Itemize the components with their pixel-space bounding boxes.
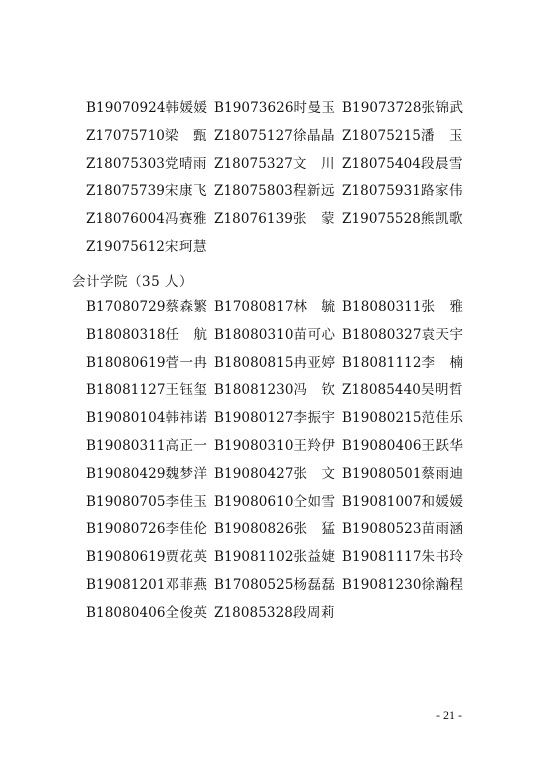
student-id: B19080104 [86,410,166,427]
student-id: B19080610 [214,493,294,510]
student-row [86,294,476,322]
student-entry [342,350,470,378]
student-id: B19080215 [342,410,422,427]
student-entry [214,377,342,405]
student-name: 路家伟 [421,183,463,200]
student-name: 冯 钦 [293,382,336,399]
student-row [86,405,476,433]
student-entry [214,489,342,517]
student-row [86,600,476,628]
student-entry [86,151,214,179]
student-row [86,377,476,405]
student-id: Z18075404 [342,155,421,172]
student-entry [86,322,214,350]
student-name: 张 猛 [293,521,336,538]
student-row [86,350,476,378]
student-entry [86,234,214,262]
student-entry [342,377,470,405]
student-name: 张锦武 [421,100,464,116]
student-id: B19073626 [214,100,294,116]
student-id: B19081102 [214,549,294,566]
student-entry [86,405,214,433]
student-id: B18081127 [86,382,166,399]
student-name: 潘 玉 [421,127,463,144]
student-entry [342,433,470,461]
student-name: 张 雅 [421,299,464,315]
student-row [86,95,476,123]
student-id: Z18075803 [214,183,293,200]
student-entry [342,489,470,517]
student-id: B18080406 [86,604,166,621]
student-id: Z18075127 [214,127,293,144]
student-entry [342,151,470,179]
student-row [86,206,476,234]
page-number: - 21 - [436,708,462,722]
student-name: 文 川 [293,155,335,172]
student-name: 张 文 [293,465,336,482]
student-name: 宋康飞 [165,183,207,200]
student-id: B18080815 [214,354,294,371]
student-name: 李佳伦 [165,521,208,538]
student-name: 苗可心 [293,326,336,343]
student-name: 党晴雨 [165,155,207,172]
student-entry [214,433,342,461]
student-entry [214,294,342,322]
student-id: B19080619 [86,549,166,566]
student-name: 吴明哲 [421,382,463,399]
student-name: 徐晶晶 [293,127,335,144]
student-entry [214,206,342,234]
student-entry [86,433,214,461]
student-name: 高正一 [165,437,208,454]
student-row [86,234,476,262]
student-name: 段晨雪 [421,155,463,172]
student-entry [214,95,342,123]
student-entry [86,572,214,600]
student-entry [214,151,342,179]
student-id: B19080429 [86,465,166,482]
student-list-block-2 [86,294,476,628]
student-name: 时曼玉 [293,100,336,116]
student-id: B19081201 [86,576,166,593]
student-entry [342,294,470,322]
student-id: B19081117 [342,549,422,566]
student-name: 程新远 [293,183,335,200]
student-entry [86,95,214,123]
student-name: 朱书玲 [421,549,464,566]
student-entry [86,294,214,322]
student-name: 全俊英 [165,604,208,621]
student-id: Z18075327 [214,155,293,172]
student-id: Z18075303 [86,155,165,172]
student-id: B19080705 [86,493,166,510]
student-entry [86,206,214,234]
student-entry [342,206,470,234]
student-id: B19080406 [342,437,422,454]
student-row [86,461,476,489]
student-entry [342,178,470,206]
student-id: B18080619 [86,354,166,371]
student-entry [214,600,342,628]
student-id: B18081230 [214,382,294,399]
student-id: Z18076139 [214,211,293,228]
student-id: B19070924 [86,100,166,116]
student-id: Z17075710 [86,127,165,144]
student-id: B17080729 [86,299,166,315]
student-name: 李 楠 [421,354,464,371]
student-name: 熊凯歌 [421,211,463,228]
student-name: 李佳玉 [165,493,208,510]
student-name: 梁 甄 [165,127,207,144]
student-id: Z19075612 [86,238,165,255]
student-name: 菅一冉 [165,354,208,371]
student-id: B19080127 [214,410,294,427]
student-id: Z18085440 [342,382,421,399]
student-entry [214,544,342,572]
student-name: 杨磊磊 [293,576,336,593]
student-name: 蔡雨迪 [421,465,464,482]
student-row [86,178,476,206]
student-name: 任 航 [165,326,208,343]
student-entry [214,461,342,489]
student-name: 段周莉 [293,604,335,621]
student-id: B19080311 [86,437,166,454]
student-name: 仝如雪 [293,493,336,510]
student-id: B19080427 [214,465,294,482]
student-id: B18080311 [342,299,422,315]
student-entry [214,350,342,378]
student-entry [214,516,342,544]
student-entry [86,461,214,489]
student-name: 贾花英 [165,549,208,566]
student-entry [86,489,214,517]
student-row [86,489,476,517]
student-id: Z18075739 [86,183,165,200]
student-name: 林 毓 [293,299,336,315]
student-id: Z18075931 [342,183,421,200]
section-title: 会计学院（35 人） [72,274,193,290]
student-name: 魏梦洋 [165,465,208,482]
student-name: 冯赛雅 [165,211,207,228]
student-id: B19080523 [342,521,422,538]
student-entry [342,322,470,350]
student-entry [214,572,342,600]
student-name: 韩媛媛 [165,100,208,116]
student-entry [86,544,214,572]
student-entry [342,95,470,123]
student-row [86,544,476,572]
student-entry [214,178,342,206]
student-name: 苗雨涵 [421,521,464,538]
student-id: B18080327 [342,326,422,343]
student-entry [86,516,214,544]
student-entry [342,405,470,433]
student-row [86,433,476,461]
student-entry [214,405,342,433]
student-entry [86,377,214,405]
student-entry [86,350,214,378]
student-row [86,322,476,350]
student-name: 蔡森繁 [165,299,208,315]
student-entry [86,600,214,628]
student-entry [342,461,470,489]
student-row [86,516,476,544]
student-id: Z18076004 [86,211,165,228]
student-entry [86,178,214,206]
student-name: 韩祎诺 [165,410,208,427]
student-entry [214,322,342,350]
student-id: B19073728 [342,100,422,116]
student-entry [342,516,470,544]
student-entry [342,544,470,572]
student-id: B18080318 [86,326,166,343]
student-row [86,123,476,151]
student-name: 王跃华 [421,437,464,454]
student-id: B19080310 [214,437,294,454]
student-entry [86,123,214,151]
student-entry [214,123,342,151]
student-list-block-1 [86,95,476,262]
student-name: 王羚伊 [293,437,336,454]
student-entry [342,572,470,600]
student-name: 李振宇 [293,410,336,427]
student-id: Z18085328 [214,604,293,621]
student-entry [342,123,470,151]
student-name: 邓菲燕 [165,576,208,593]
student-id: Z18075215 [342,127,421,144]
student-id: B19080726 [86,521,166,538]
student-name: 王钰玺 [165,382,208,399]
student-name: 徐瀚程 [421,576,464,593]
student-name: 宋珂慧 [165,238,207,255]
student-name: 范佳乐 [421,410,464,427]
student-id: B19080826 [214,521,294,538]
student-row [86,151,476,179]
student-id: B19081007 [342,493,422,510]
student-name: 张益婕 [293,549,336,566]
student-id: B19081230 [342,576,422,593]
student-id: B18081112 [342,354,422,371]
student-name: 张 蒙 [293,211,335,228]
student-id: B18080310 [214,326,294,343]
student-id: Z19075528 [342,211,421,228]
student-name: 冉亚婷 [293,354,336,371]
student-name: 袁天宇 [421,326,464,343]
student-name: 和媛媛 [421,493,464,510]
student-id: B17080817 [214,299,294,315]
student-row [86,572,476,600]
student-id: B19080501 [342,465,422,482]
student-id: B17080525 [214,576,294,593]
